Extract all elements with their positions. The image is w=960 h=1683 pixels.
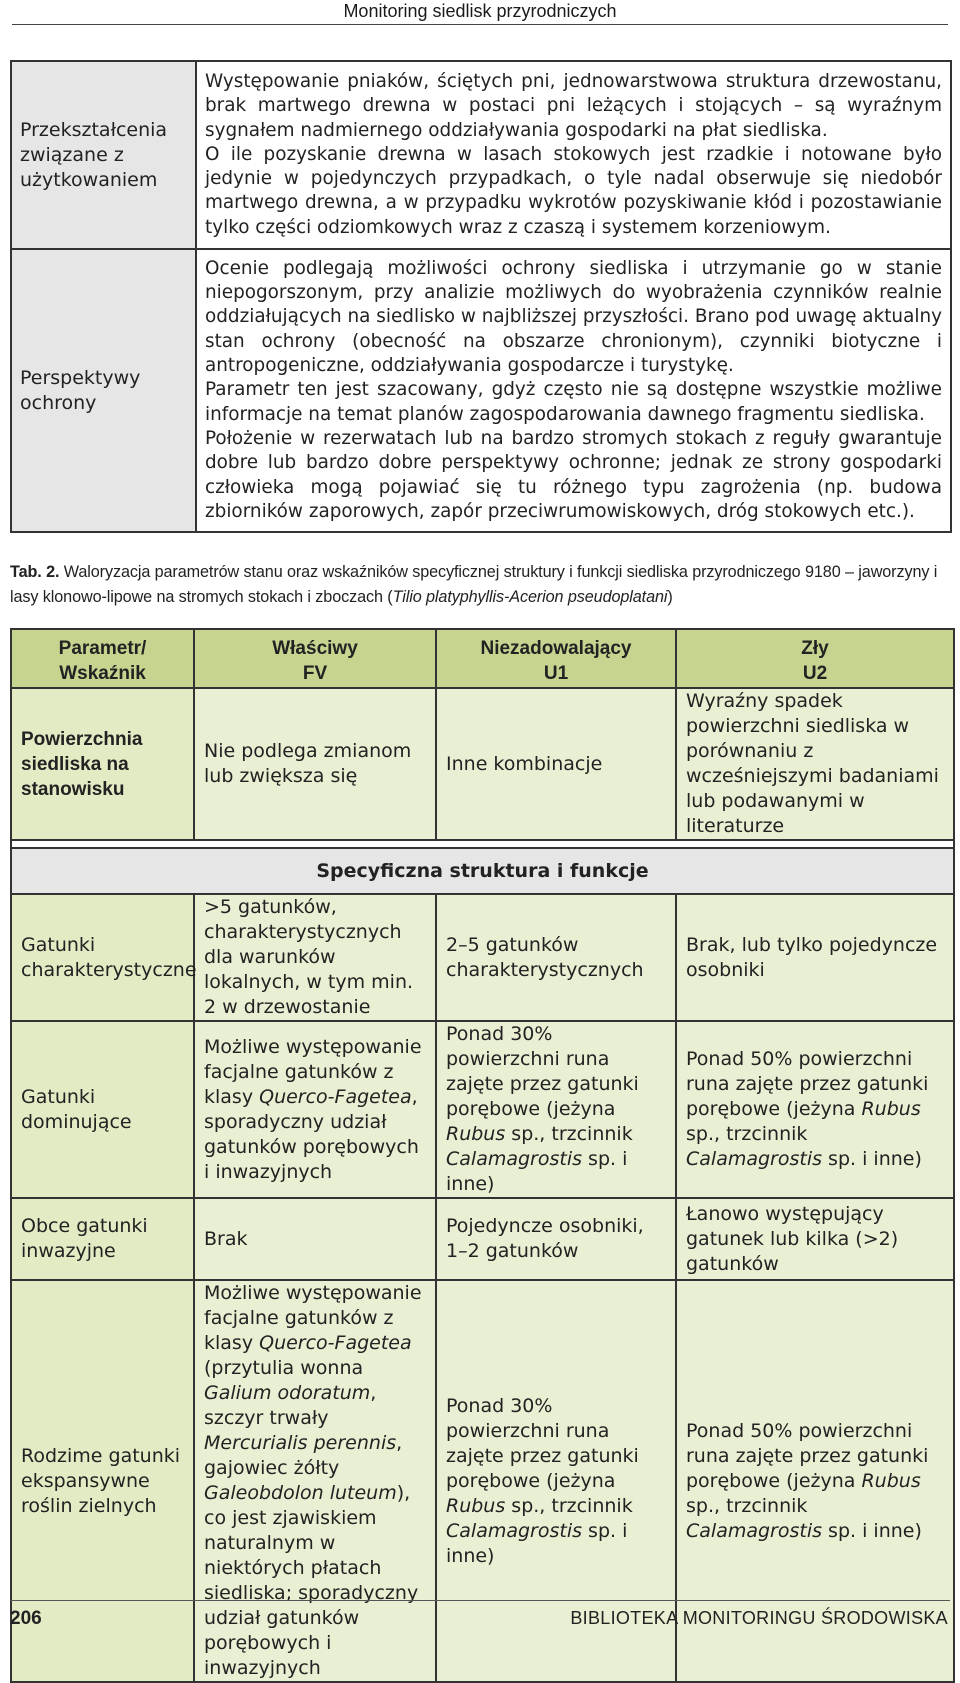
- cell-u1: 2–5 gatunków charakterystycznych: [436, 894, 676, 1021]
- row-label: Obce gatunki inwazyjne: [11, 1198, 194, 1280]
- cell-u1: Pojedyncze osobniki, 1–2 gatunków: [436, 1198, 676, 1280]
- running-header: Monitoring siedlisk przyrodniczych: [12, 0, 948, 25]
- section-title: Specyficzna struktura i funkcje: [11, 848, 954, 894]
- header-fv: Właściwy FV: [194, 629, 436, 688]
- caption-italic: Tilio platyphyllis-Acerion pseudoplatani: [392, 588, 668, 606]
- cell-u2: Wyraźny spadek powierzchni siedliska w porównaniu z wcześniejszymi badaniami lub podawanymi w literaturze: [676, 688, 954, 840]
- cell-u1: Ponad 30% powierzchni runa zajęte przez gatunki porębowe (jeżyna Rubus sp., trzcinnik Calamagrostis sp. i inne): [436, 1021, 676, 1198]
- table-row: [11, 249, 951, 532]
- cell-u1: Inne kombinacje: [436, 688, 676, 840]
- row-label: Perspektywy ochrony: [11, 249, 196, 532]
- header-u2: Zły U2: [676, 629, 954, 688]
- cell-fv: >5 gatunków, charakterystycznych dla warunków lokalnych, w tym min. 2 w drzewostanie: [194, 894, 436, 1021]
- paragraph: Parametr ten jest szacowany, gdyż często nie są dostępne wszystkie możliwe informacje na temat planów zagospodarowania dawnego fragmentu siedliska.: [205, 379, 942, 425]
- row-text: [196, 61, 951, 249]
- header-parameter: Parametr/ Wskaźnik: [11, 629, 194, 688]
- header-u1: Niezadowalający U1: [436, 629, 676, 688]
- cell-fv: Możliwe występowanie facjalne gatunków z klasy Querco-Fagetea (przytulia wonna Galium odoratum, szczyr trwały Mercurialis perennis, gajowiec żółty Galeobdolon luteum), co jest zjawiskiem naturalnym w niektórych płatach siedliska; sporadyczny udział gatunków porębowych i inwazyjnych: [194, 1280, 436, 1682]
- paragraph: O ile pozyskanie drewna w lasach stokowych jest rzadkie i notowane było jedynie w pojedynczych przypadkach, o tyle nadal obserwuje się niedobór martwego drewna, a w przypadku wykrotów pozyskiwanie kłód i pozostawianie tylko części odziomkowych wraz z czaszą i systemem korzeniowym.: [205, 143, 942, 238]
- paragraph: Występowanie pniaków, ściętych pni, jednowarstwowa struktura drzewostanu, brak martwego drewna w postaci pni leżących i stojących – są wyraźnym sygnałem nadmiernego oddziaływania gospodarki na płat siedliska.: [205, 70, 942, 141]
- table-row: [11, 1021, 954, 1198]
- table-row: [11, 688, 954, 840]
- cell-fv: Brak: [194, 1198, 436, 1280]
- cell-u2: Łanowo występujący gatunek lub kilka (>2) gatunków: [676, 1198, 954, 1280]
- row-label: Przekształcenia związane z użytkowaniem: [11, 61, 196, 249]
- cell-u2: Brak, lub tylko pojedyncze osobniki: [676, 894, 954, 1021]
- caption-text-end: ): [667, 588, 673, 606]
- table-row: [11, 894, 954, 1021]
- header-row: [11, 629, 954, 688]
- cell-fv: Możliwe występowanie facjalne gatunków z klasy Querco-Fagetea, sporadyczny udział gatunków porębowych i inwazyjnych: [194, 1021, 436, 1198]
- table-caption: [10, 560, 955, 610]
- continuation-table: [10, 60, 952, 533]
- section-row: [11, 848, 954, 894]
- row-label: Rodzime gatunki ekspansywne roślin zielnych: [11, 1280, 194, 1682]
- row-label: Gatunki dominujące: [11, 1021, 194, 1198]
- paragraph: Ocenie podlegają możliwości ochrony siedliska i utrzymanie go w stanie niepogorszonym, przy analizie możliwych do wyobrażenia czynników realnie oddziałujących na siedlisko w najbliższej przyszłości. Brano pod uwagę aktualny stan ochrony (obecność na obszarze chronionym), czynniki biotyczne i antropogeniczne, oddziaływania gospodarcze i turystykę.: [205, 257, 942, 377]
- cell-u2: Ponad 50% powierzchni runa zajęte przez gatunki porębowe (jeżyna Rubus sp., trzcinnik Calamagrostis sp. i inne): [676, 1280, 954, 1682]
- caption-text: Waloryzacja parametrów stanu oraz wskaźników specyficznej struktury i funkcji siedliska przyrodniczego 9180 – jaworzyny i lasy klonowo-lipowe na stromych stokach i zboczach (: [10, 563, 938, 606]
- row-text: [196, 249, 951, 532]
- cell-fv: Nie podlega zmianom lub zwiększa się: [194, 688, 436, 840]
- page-number: 206: [10, 1608, 42, 1629]
- spacer: [11, 840, 954, 848]
- caption-label: Tab. 2.: [10, 563, 60, 581]
- row-label: Gatunki charakterystyczne: [11, 894, 194, 1021]
- series-title: BIBLIOTEKA MONITORINGU ŚRODOWISKA: [570, 1608, 948, 1628]
- footer-divider: [10, 1600, 950, 1601]
- paragraph: Położenie w rezerwatach lub na bardzo stromych stokach z reguły gwarantuje dobre lub bardzo dobre perspektywy ochronne; jednak ze strony gospodarki człowieka mogą pojawiać się tu różnego typu zagrożenia (np. budowa zbiorników zaporowych, zapór przeciwrumowiskowych, dróg stokowych etc.).: [205, 427, 942, 522]
- row-label: Powierzchnia siedliska na stanowisku: [11, 688, 194, 840]
- cell-u1: Ponad 30% powierzchni runa zajęte przez gatunki porębowe (jeżyna Rubus sp., trzcinnik Calamagrostis sp. i inne): [436, 1280, 676, 1682]
- valuation-table: [10, 628, 955, 1683]
- cell-u2: Ponad 50% powierzchni runa zajęte przez gatunki porębowe (jeżyna Rubus sp., trzcinnik Calamagrostis sp. i inne): [676, 1021, 954, 1198]
- table-row: [11, 61, 951, 249]
- table-row: [11, 1198, 954, 1280]
